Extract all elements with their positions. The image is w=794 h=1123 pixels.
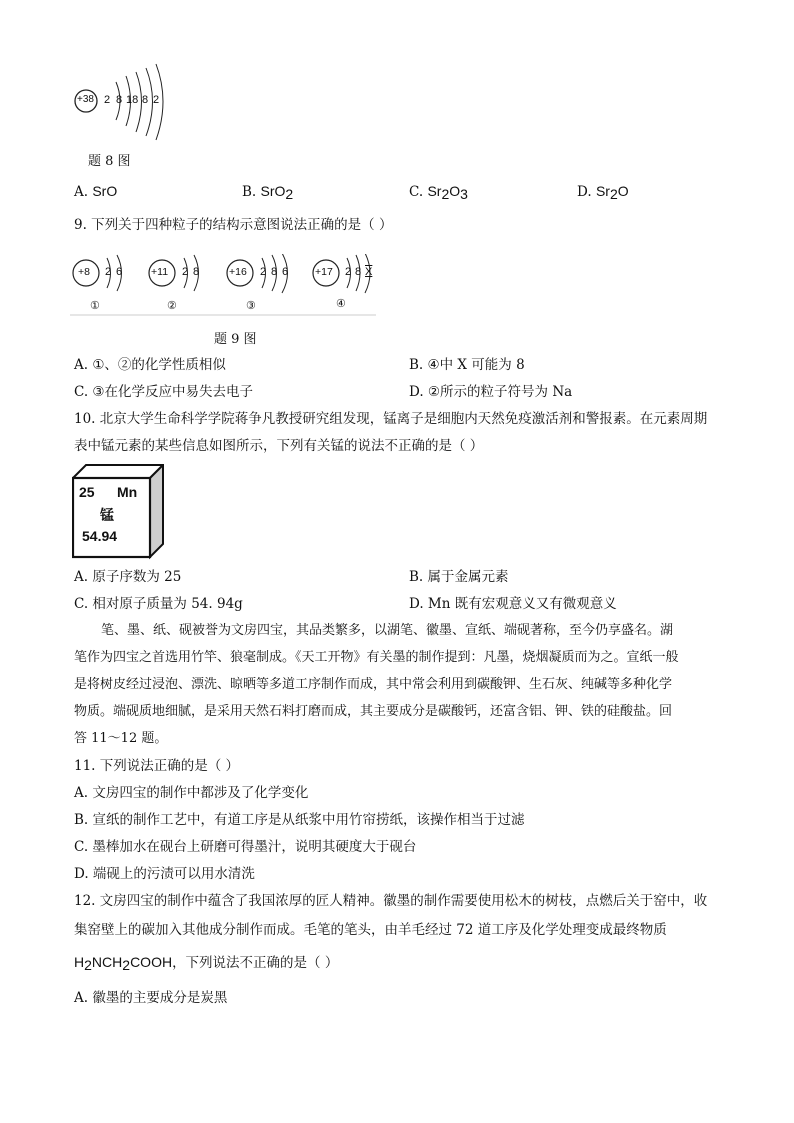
q8-shell-5: 2: [153, 94, 160, 106]
q8-option-c: [409, 183, 468, 200]
q9-p3-nucleus: +16: [229, 266, 247, 278]
q11-option-a: A. 文房四宝的制作中都涉及了化学变化: [74, 785, 309, 801]
q9-p3-shell-2: 8: [271, 266, 278, 278]
q8-option-c-sub2: 3: [460, 186, 468, 202]
q9-p3-shell-1: 2: [260, 266, 267, 278]
q10-stem-line-1: 10. 北京大学生命科学学院蒋争凡教授研究组发现，锰离子是细胞内天然免疫激活剂和警报素。在元素周期: [74, 411, 708, 427]
q12-line-2: 集窑壁上的碳加入其他成分制作而成。毛笔的笔头，由羊毛经过 72 道工序及化学处理变成最终物质: [74, 922, 667, 938]
q11-option-d: D. 端砚上的污渍可以用水清洗: [74, 866, 255, 882]
q9-option-c: C. ③在化学反应中易失去电子: [74, 384, 254, 400]
q9-p1-label: ①: [90, 299, 100, 312]
q10-option-d: D. Mn 既有宏观意义又有微观意义: [409, 596, 617, 612]
q9-p2-shell-1: 2: [182, 266, 189, 278]
q8-shell-2: 8: [116, 94, 123, 106]
q8-option-d-sub: 2: [609, 186, 618, 202]
passage-line-5: 答 11～12 题。: [74, 731, 168, 746]
q10-element-card: [72, 464, 164, 560]
q8-nucleus: +38: [77, 94, 94, 105]
q9-p3-label: ③: [246, 299, 256, 312]
q8-option-b-formula: SrO: [260, 183, 286, 199]
q9-p4-nucleus: +17: [315, 266, 333, 278]
q9-option-d: D. ②所示的粒子符号为 Na: [409, 384, 573, 400]
q12-formula-cooh: COOH: [130, 954, 173, 970]
q8-atom-diagram: [72, 62, 172, 142]
q8-option-c-formula2: O: [449, 183, 461, 199]
q10-element-name: 锰: [100, 508, 114, 524]
q10-option-c: C. 相对原子质量为 54. 94g: [74, 596, 243, 612]
q8-caption: 题 8 图: [88, 154, 131, 169]
q8-option-c-sub1: 2: [441, 186, 450, 202]
q12-formula-sub2: 2: [122, 957, 131, 973]
q8-option-d-key: D.: [577, 184, 592, 200]
q8-shell-4: 8: [142, 94, 149, 106]
q8-option-a-key: A.: [74, 184, 89, 200]
passage-line-2: 笔作为四宝之首选用竹竿、狼毫制成。《天工开物》有关墨的制作提到：凡墨，烧烟凝质而为之。宣纸一般: [74, 650, 679, 665]
q12-formula-nch: NCH: [91, 954, 123, 970]
q9-p4-shell-3: X: [365, 266, 373, 278]
q11-option-b: B. 宣纸的制作工艺中，有道工序是从纸浆中用竹帘捞纸，该操作相当于过滤: [74, 812, 525, 828]
passage-line-3: 是将树皮经过浸泡、漂洗、晾晒等多道工序制作而成，其中常会利用到碳酸钾、生石灰、纯碱等多种化学: [74, 677, 673, 692]
q10-stem-line-2: 表中锰元素的某些信息如图所示，下列有关锰的说法不正确的是（ ）: [74, 438, 484, 454]
q8-option-d: [577, 183, 629, 200]
q10-atomic-number: 25: [79, 484, 95, 500]
q12-line-1: 12. 文房四宝的制作中蕴含了我国浓厚的匠人精神。徽墨的制作需要使用松木的树枝，点燃后关于窑中，收: [74, 893, 708, 909]
q8-shell-3: 18: [126, 94, 139, 106]
q8-option-b-sub: 2: [285, 186, 294, 202]
q9-stem: 9. 下列关于四种粒子的结构示意图说法正确的是（ ）: [74, 217, 393, 233]
q9-p3-shell-3: 6: [282, 266, 289, 278]
q9-p1-shell-1: 2: [105, 266, 112, 278]
q8-option-c-key: C.: [409, 184, 424, 200]
q9-p1-nucleus: +8: [78, 266, 90, 278]
q8-option-a-formula: SrO: [92, 183, 118, 199]
q8-shell-1: 2: [104, 94, 111, 106]
passage-line-1: 笔、墨、纸、砚被誉为文房四宝，其品类繁多，以湖笔、徽墨、宣纸、端砚著称，至今仍享盛名。湖: [101, 623, 674, 638]
q9-p4-shell-1: 2: [345, 266, 352, 278]
q8-option-c-formula1: Sr: [427, 183, 442, 199]
q12-formula-sub1: 2: [84, 957, 92, 973]
q9-p4-shell-2: 8: [355, 266, 362, 278]
q9-p4-label: ④: [336, 297, 346, 310]
q9-option-a: A. ①、②的化学性质相似: [74, 357, 226, 373]
q9-particles-svg: [70, 254, 380, 318]
passage-line-4: 物质。端砚质地细腻，是采用天然石料打磨而成，其主要成分是碳酸钙，还富含铝、钾、铁的硅酸盐。回: [74, 704, 673, 719]
q9-option-b: B. ④中 X 可能为 8: [409, 357, 525, 373]
q12-line-3: [74, 953, 338, 972]
q9-particles-figure: [70, 254, 380, 318]
q11-stem: 11. 下列说法正确的是（ ）: [74, 758, 240, 774]
q10-option-b: B. 属于金属元素: [409, 569, 509, 585]
q9-p1-shell-2: 6: [116, 266, 123, 278]
q8-option-b: [242, 183, 293, 200]
q8-option-d-formula: Sr: [595, 183, 610, 199]
q12-line-3-tail: ，下列说法不正确的是（ ）: [172, 955, 339, 971]
q9-p2-label: ②: [167, 299, 177, 312]
q10-element-card-svg: [72, 464, 164, 560]
q11-option-c: C. 墨棒加水在砚台上研磨可得墨汁，说明其硬度大于砚台: [74, 839, 417, 855]
q8-option-b-key: B.: [242, 184, 257, 200]
q10-atomic-mass: 54.94: [82, 528, 118, 544]
q9-p2-shell-2: 8: [193, 266, 200, 278]
q9-p2-nucleus: +11: [151, 266, 169, 278]
q12-formula-h: H: [74, 954, 85, 970]
q10-option-a: A. 原子序数为 25: [74, 569, 182, 585]
q12-option-a: A. 徽墨的主要成分是炭黑: [74, 990, 228, 1006]
q8-option-d-tail: O: [617, 183, 629, 199]
q10-element-symbol: Mn: [117, 484, 138, 500]
q9-caption: 题 9 图: [214, 332, 257, 347]
q8-option-a: [74, 183, 117, 200]
